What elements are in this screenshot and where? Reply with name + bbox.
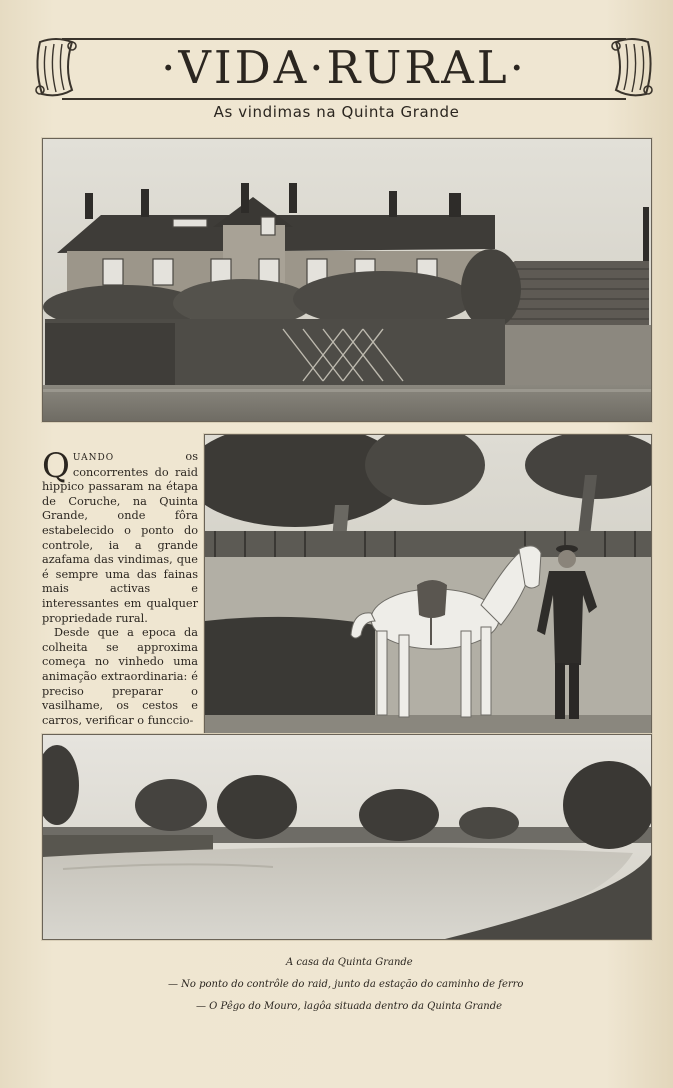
horse-photo — [204, 434, 652, 734]
house-photo — [42, 138, 652, 422]
dropcap: Q — [42, 446, 70, 486]
article-paragraph-1 — [42, 446, 198, 626]
page-subtitle: As vindimas na Quinta Grande — [213, 103, 460, 121]
article-text — [42, 446, 198, 728]
paragraph-1-text: os concorrentes do raid hippico passaram na étapa de Coruche, na Quinta Grande, onde fôra estabelecido o ponto do controle, ia a grande azafama das vindimas, que é sempre uma das fainas mais activas e interessantes em qualquer propriedade rural. — [42, 450, 198, 625]
caption-horse: — No ponto do contrôle do raid, junto da estação do caminho de ferro — [168, 979, 524, 990]
article-paragraph-2: Desde que a epoca da colheita se approxima começa no vinhedo uma animação extraordinaria: é preciso preparar o vasilhame, os cestos e carros, verificar o funccio- — [42, 626, 198, 727]
scroll-ornament-right-icon — [610, 32, 656, 102]
page-title: ·VIDA·RURAL· — [161, 41, 527, 94]
header-banner — [32, 30, 656, 104]
caption-house: A casa da Quinta Grande — [286, 957, 413, 968]
caption-lake: — O Pêgo do Mouro, lagôa situada dentro da Quinta Grande — [196, 1001, 503, 1012]
lead-word: UANDO — [72, 453, 115, 463]
lake-photo — [42, 734, 652, 940]
